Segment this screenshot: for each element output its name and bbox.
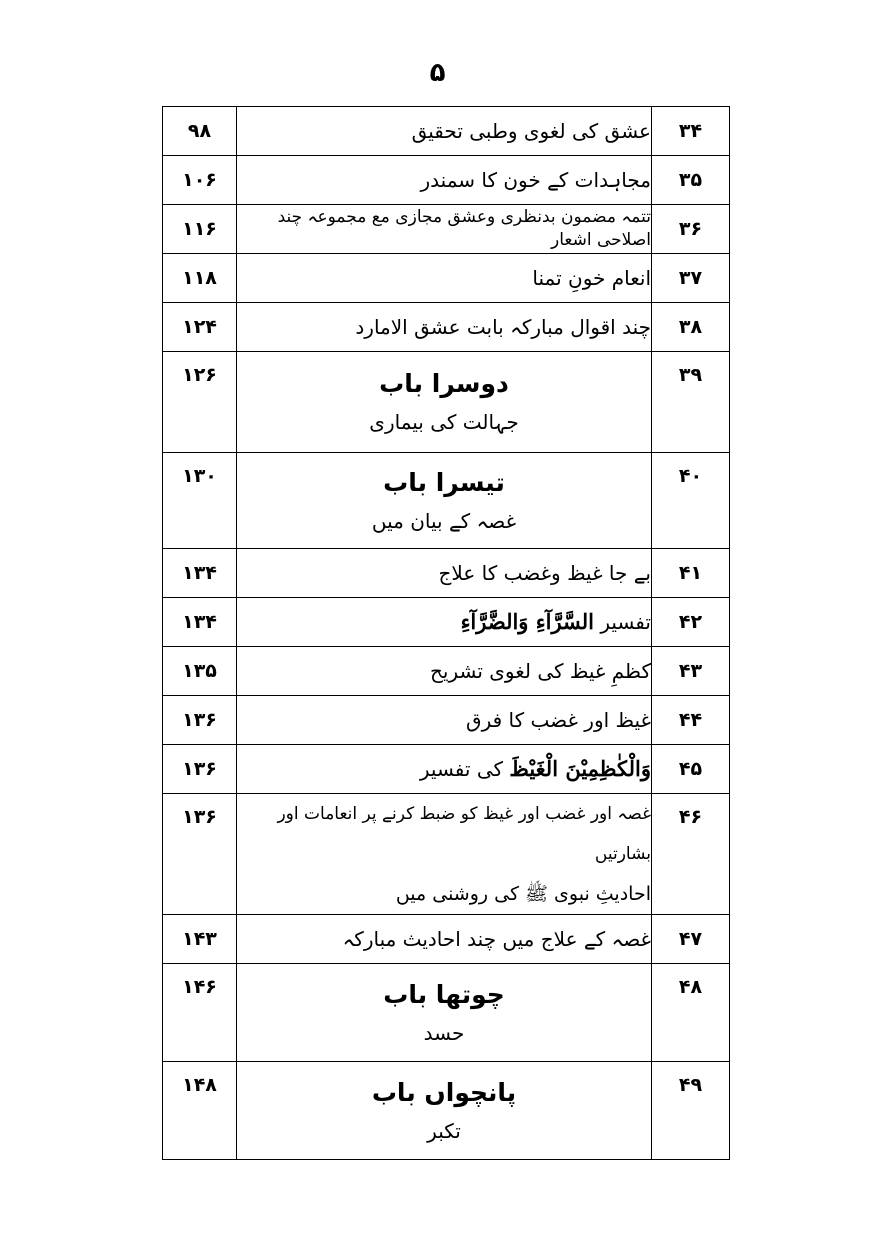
page-ref: ۱۴۶ [163, 964, 237, 1062]
entry-number: ۳۹ [652, 352, 730, 453]
toc-row-44 [163, 696, 730, 745]
toc-row-46 [163, 794, 730, 915]
page-ref: ۱۴۳ [163, 915, 237, 964]
entry-title-line-2: احادیثِ نبوی ﷺ کی روشنی میں [395, 883, 651, 905]
page-ref: ۱۳۵ [163, 647, 237, 696]
entry-title: تفسیر [600, 609, 651, 634]
toc-row-45 [163, 745, 730, 794]
entry-number: ۴۲ [652, 598, 730, 647]
entry-title-line-1: غصہ اور غضب اور غیظ کو ضبط کرنے پر انعامات اور بشارتیں [277, 804, 651, 864]
toc-row-38 [163, 303, 730, 352]
entry-title-cell [237, 598, 652, 647]
entry-title: کی تفسیر [419, 756, 504, 781]
page-ref: ۱۳۴ [163, 549, 237, 598]
entry-title: مجاہدات کے خون کا سمندر [237, 156, 652, 205]
toc-row-41 [163, 549, 730, 598]
entry-title: بے جا غیظ وغضب کا علاج [237, 549, 652, 598]
toc-row-40 [163, 453, 730, 549]
entry-title: انعام خونِ تمنا [237, 254, 652, 303]
entry-number: ۳۷ [652, 254, 730, 303]
toc-row-35 [163, 156, 730, 205]
chapter-cell [237, 352, 652, 453]
toc-row-43 [163, 647, 730, 696]
page-ref: ۱۱۸ [163, 254, 237, 303]
toc-row-36 [163, 205, 730, 254]
entry-number: ۳۶ [652, 205, 730, 254]
quranic-text: وَالْكٰظِمِيْنَ الْغَيْظَ [509, 755, 651, 781]
entry-title: عشق کی لغوی وطبی تحقیق [237, 107, 652, 156]
entry-title-cell [237, 745, 652, 794]
page-ref: ۱۴۸ [163, 1062, 237, 1160]
entry-number: ۴۳ [652, 647, 730, 696]
toc-row-42 [163, 598, 730, 647]
chapter-cell [237, 1062, 652, 1160]
toc-row-48 [163, 964, 730, 1062]
chapter-heading: دوسرا باب [379, 369, 509, 398]
entry-number: ۳۸ [652, 303, 730, 352]
chapter-cell [237, 964, 652, 1062]
entry-title: غصہ کے علاج میں چند احادیث مبارکہ [237, 915, 652, 964]
table-of-contents [162, 106, 730, 1160]
entry-number: ۴۸ [652, 964, 730, 1062]
page-ref: ۱۱۶ [163, 205, 237, 254]
entry-title: چند اقوال مبارکہ بابت عشق الامارد [237, 303, 652, 352]
chapter-subtitle: تکبر [427, 1118, 461, 1143]
page-ref: ۱۳۶ [163, 745, 237, 794]
page-ref: ۱۰۶ [163, 156, 237, 205]
entry-title: کظمِ غیظ کی لغوی تشریح [237, 647, 652, 696]
entry-number: ۳۴ [652, 107, 730, 156]
toc-row-39 [163, 352, 730, 453]
toc-row-37 [163, 254, 730, 303]
entry-number: ۴۶ [652, 794, 730, 915]
page-ref: ۹۸ [163, 107, 237, 156]
entry-number: ۳۵ [652, 156, 730, 205]
page-ref: ۱۳۴ [163, 598, 237, 647]
page-ref: ۱۳۶ [163, 696, 237, 745]
chapter-subtitle: جہالت کی بیماری [369, 410, 519, 434]
entry-title: تتمہ مضمون بدنظری وعشق مجازی مع مجموعہ چند اصلاحی اشعار [237, 205, 652, 254]
page-ref: ۱۲۶ [163, 352, 237, 453]
entry-number: ۴۷ [652, 915, 730, 964]
chapter-subtitle: حسد [423, 1020, 465, 1045]
entry-number: ۴۱ [652, 549, 730, 598]
page-ref: ۱۳۰ [163, 453, 237, 549]
page-number: ۵ [429, 58, 446, 88]
entry-number: ۴۹ [652, 1062, 730, 1160]
page-ref: ۱۳۶ [163, 794, 237, 915]
quranic-text: السَّرَّآءِ وَالضَّرَّآءِ [460, 608, 595, 634]
chapter-heading: تیسرا باب [383, 467, 505, 497]
entry-number: ۴۴ [652, 696, 730, 745]
entry-number: ۴۵ [652, 745, 730, 794]
chapter-heading: چوتھا باب [383, 979, 505, 1009]
entry-number: ۴۰ [652, 453, 730, 549]
toc-row-49 [163, 1062, 730, 1160]
chapter-heading: پانچواں باب [371, 1077, 517, 1107]
chapter-cell [237, 453, 652, 549]
entry-title-cell [237, 794, 652, 915]
page-ref: ۱۲۴ [163, 303, 237, 352]
chapter-subtitle: غصہ کے بیان میں [371, 508, 517, 533]
toc-row-47 [163, 915, 730, 964]
entry-title: غیظ اور غضب کا فرق [237, 696, 652, 745]
toc-row-34 [163, 107, 730, 156]
